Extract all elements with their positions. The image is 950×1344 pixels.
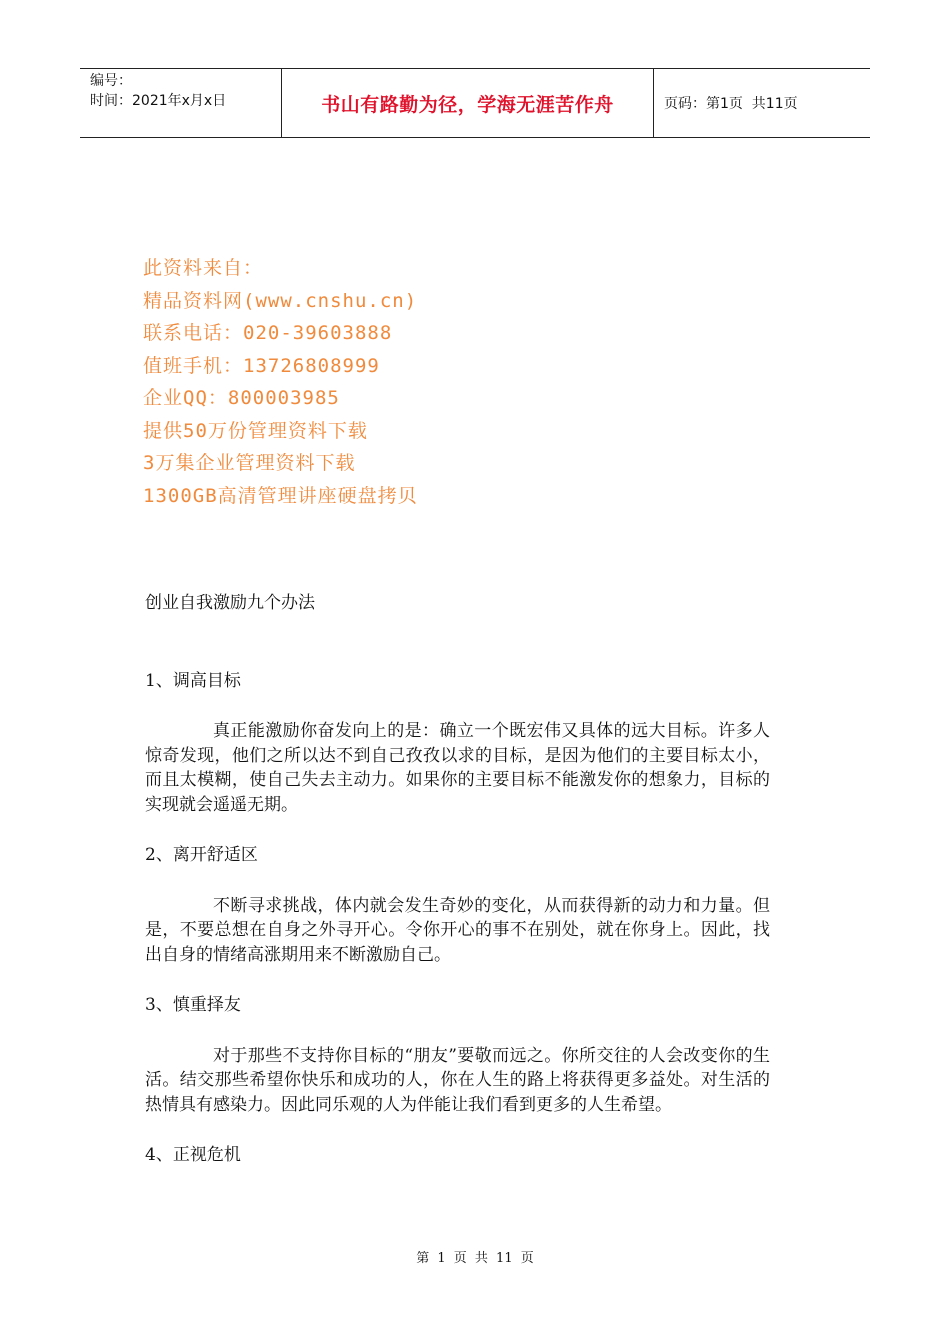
- time-label: 时间：2021年x月x日: [90, 93, 227, 109]
- page-label: 页码：第1页 共11页: [664, 96, 798, 112]
- section-heading: 1、调高目标: [145, 670, 241, 691]
- motto: 书山有路勤为径，学海无涯苦作舟: [321, 93, 614, 116]
- number-label: 编号：: [90, 73, 132, 89]
- page-footer: 第 1 页 共 11 页: [416, 1251, 534, 1266]
- section-paragraph: 对于那些不支持你目标的“朋友”要敬而远之。你所交往的人会改变你的生活。结交那些希望你快乐和成功的人，你在人生的路上将获得更多益处。对生活的热情具有感染力。因此同乐观的人为伴能让我们看到更多的人生希望。: [145, 1045, 770, 1115]
- document-title: 创业自我激励九个办法: [145, 593, 315, 613]
- promo-line: 联系电话：020-39603888: [143, 322, 393, 344]
- promo-line: 企业QQ：800003985: [143, 387, 340, 409]
- section-heading: 4、正视危机: [145, 1145, 241, 1165]
- header-motto-cell: [282, 69, 654, 137]
- promo-line: 值班手机：13726808999: [143, 354, 380, 377]
- promo-block: [143, 252, 418, 512]
- promo-line: 1300GB高清管理讲座硬盘拷贝: [143, 484, 418, 507]
- header-meta-cell: [80, 69, 282, 137]
- document-body: [145, 591, 770, 1168]
- section-heading: 3、慎重择友: [145, 995, 241, 1015]
- section-paragraph: 真正能激励你奋发向上的是：确立一个既宏伟又具体的远大目标。许多人惊奇发现，他们之所以达不到自己孜孜以求的目标，是因为他们的主要目标太小，而且太模糊，使自己失去主动力。如果你的主要目标不能激发你的想象力，目标的实现就会遥遥无期。: [145, 721, 770, 815]
- header-table: [80, 68, 870, 138]
- section-paragraph: 不断寻求挑战，体内就会发生奇妙的变化，从而获得新的动力和力量。但是，不要总想在自身之外寻开心。令你开心的事不在别处，就在你身上。因此，找出自身的情绪高涨期用来不断激励自己。: [145, 895, 770, 965]
- header-page-cell: [654, 69, 870, 137]
- promo-line: 提供50万份管理资料下载: [143, 419, 368, 442]
- promo-line: 3万集企业管理资料下载: [143, 452, 356, 474]
- section-heading: 2、离开舒适区: [145, 845, 258, 865]
- promo-line: 精品资料网(www.cnshu.cn): [143, 289, 418, 312]
- promo-line: 此资料来自：: [143, 257, 264, 279]
